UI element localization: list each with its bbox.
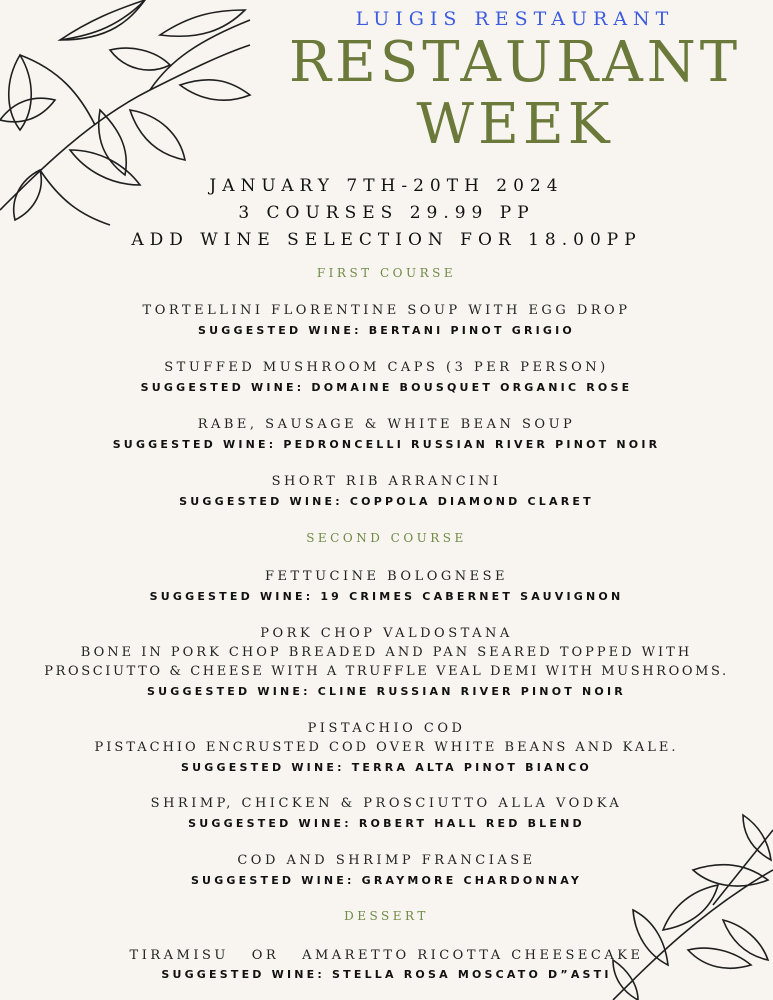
dish-name: SHRIMP, CHICKEN & PROSCIUTTO ALLA VODKA [150,796,623,811]
dessert-heading: DESSERT [344,909,429,923]
suggested-wine: SUGGESTED WINE: GRAYMORE CHARDONNAY [190,874,583,887]
event-dates: JANUARY 7TH-20TH 2024 [209,176,564,196]
suggested-wine: SUGGESTED WINE: BERTANI PINOT GRIGIO [198,324,575,337]
second-course-heading: SECOND COURSE [306,531,467,545]
page-title-line-2: WEEK [416,92,614,157]
dish-name: RABE, SAUSAGE & WHITE BEAN SOUP [197,417,576,432]
dish-name: TORTELLINI FLORENTINE SOUP WITH EGG DROP [142,303,631,318]
suggested-wine: SUGGESTED WINE: TERRA ALTA PINOT BIANCO [181,761,592,774]
dish-description: PROSCIUTTO & CHEESE WITH A TRUFFLE VEAL DEMI WITH MUSHROOMS. [44,664,729,679]
suggested-wine: SUGGESTED WINE: PEDRONCELLI RUSSIAN RIVER PINOT NOIR [112,438,661,451]
course-price: 3 COURSES 29.99 PP [238,203,535,223]
dish-name: FETTUCINE BOLOGNESE [264,569,508,584]
page-title-line-1: RESTAURANT [288,30,742,95]
first-course-heading: FIRST COURSE [316,266,457,280]
dish-name: PISTACHIO COD [307,721,466,736]
dish-name: PORK CHOP VALDOSTANA [260,626,513,641]
suggested-wine: SUGGESTED WINE: COPPOLA DIAMOND CLARET [179,495,594,508]
dish-description: BONE IN PORK CHOP BREADED AND PAN SEARED TOPPED WITH [80,645,693,660]
suggested-wine: SUGGESTED WINE: DOMAINE BOUSQUET ORGANIC ROSE [140,381,633,394]
restaurant-name: LUIGIS RESTAURANT [355,8,675,30]
dish-name: COD AND SHRIMP FRANCIASE [237,853,536,868]
wine-addon-price: ADD WINE SELECTION FOR 18.00PP [131,230,642,250]
suggested-wine: SUGGESTED WINE: CLINE RUSSIAN RIVER PINOT NOIR [147,685,626,698]
suggested-wine: SUGGESTED WINE: ROBERT HALL RED BLEND [188,817,585,830]
dish-name: TIRAMISU OR AMARETTO RICOTTA CHEESECAKE [129,948,644,963]
dish-name: SHORT RIB ARRANCINI [271,474,502,489]
suggested-wine: SUGGESTED WINE: 19 CRIMES CABERNET SAUVIGNON [149,590,624,603]
dish-name: STUFFED MUSHROOM CAPS (3 PER PERSON) [164,360,609,375]
dish-description: PISTACHIO ENCRUSTED COD OVER WHITE BEANS AND KALE. [94,740,679,755]
suggested-wine: SUGGESTED WINE: STELLA ROSA MOSCATO D”ASTI [161,968,612,981]
